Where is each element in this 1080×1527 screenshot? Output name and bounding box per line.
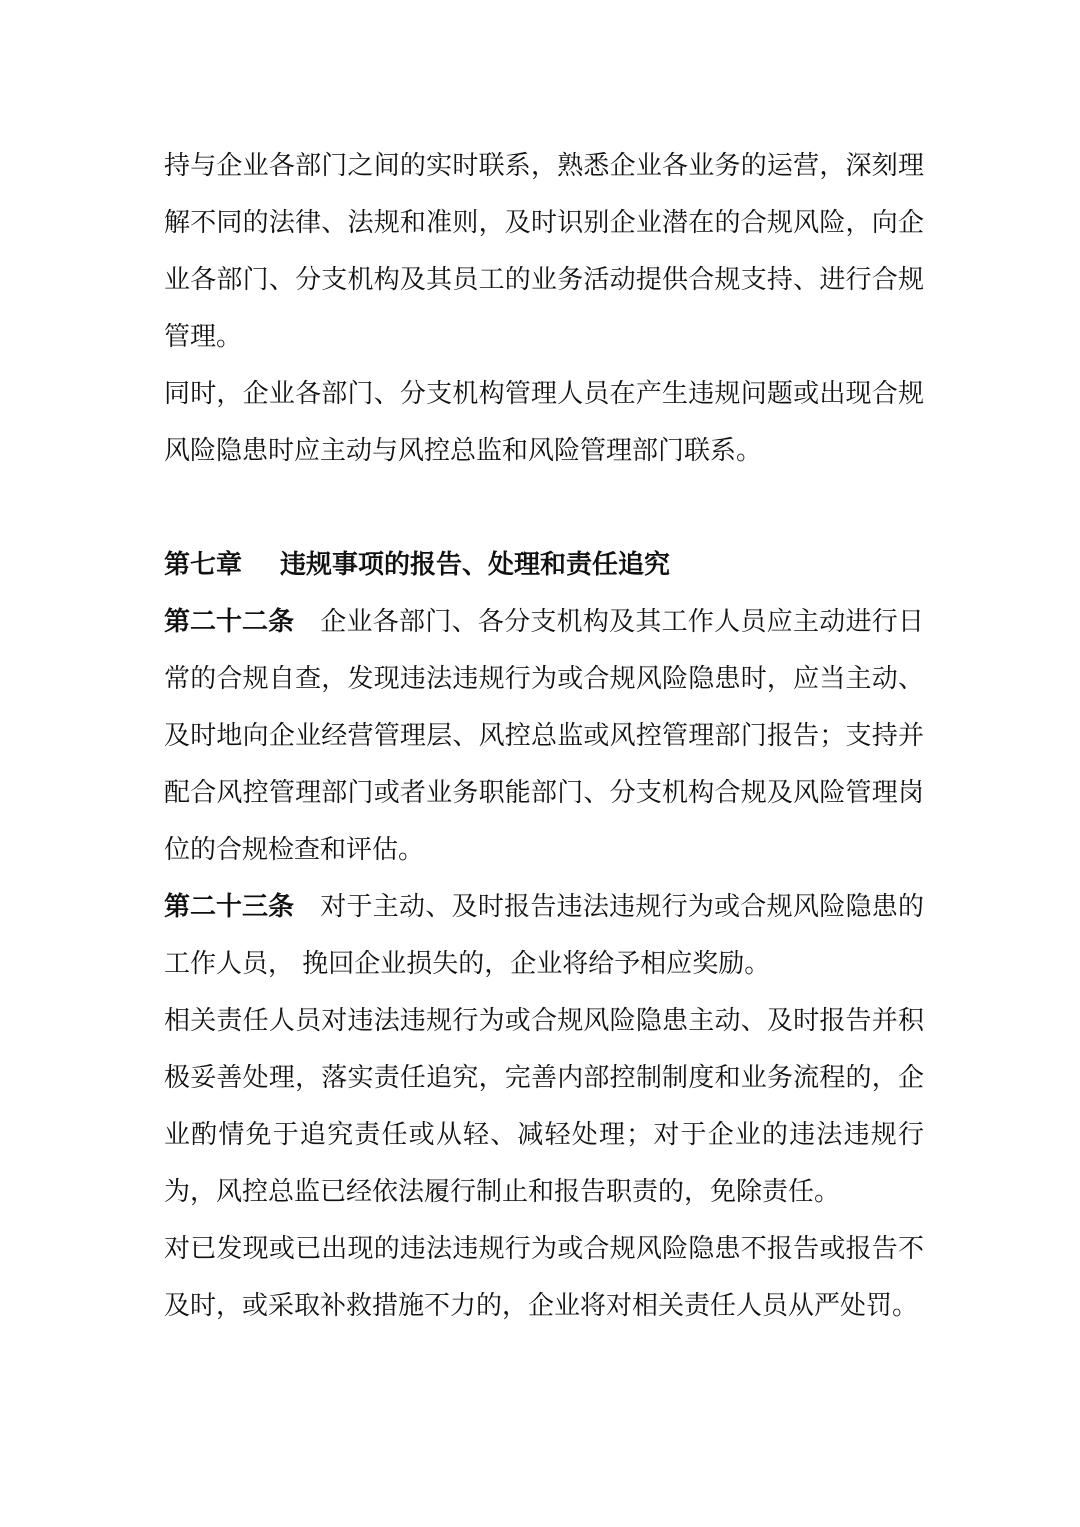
article-label: 第二十二条 bbox=[164, 607, 295, 637]
article-text: 企业各部门、各分支机构及其工作人员应主动进行日常的合规自查，发现违法违规行为或合规风险隐患时，应当主动、及时地向企业经营管理层、风控总监或风控管理部门报告；支持并配合风控管理部门或者业务职能部门、分支机构合规及风险管理岗位的合规检查和评估。 bbox=[164, 607, 924, 865]
article-paragraph bbox=[164, 594, 924, 879]
body-paragraph: 对已发现或已出现的违法违规行为或合规风险隐患不报告或报告不及时，或采取补救措施不力的，企业将对相关责任人员从严处罚。 bbox=[164, 1234, 924, 1321]
paragraph-spacer bbox=[164, 480, 924, 537]
chapter-number: 第七章 bbox=[164, 550, 243, 580]
body-paragraph: 持与企业各部门之间的实时联系，熟悉企业各业务的运营，深刻理解不同的法律、法规和准则，及时识别企业潜在的合规风险，向企业各部门、分支机构及其员工的业务活动提供合规支持、进行合规管理。 bbox=[164, 151, 924, 352]
body-paragraph: 相关责任人员对违法违规行为或合规风险隐患主动、及时报告并积极妥善处理，落实责任追究，完善内部控制制度和业务流程的，企业酌情免于追究责任或从轻、减轻处理；对于企业的违法违规行为，风控总监已经依法履行制止和报告职责的，免除责任。 bbox=[164, 1006, 924, 1207]
article-text: 对于主动、及时报告违法违规行为或合规风险隐患的工作人员， 挽回企业损失的，企业将给予相应奖励。 bbox=[164, 892, 924, 979]
article-label: 第二十三条 bbox=[164, 892, 295, 922]
chapter-heading bbox=[164, 537, 924, 594]
document-body bbox=[164, 138, 924, 1335]
article-paragraph bbox=[164, 879, 924, 993]
body-paragraph: 同时，企业各部门、分支机构管理人员在产生违规问题或出现合规风险隐患时应主动与风控总监和风险管理部门联系。 bbox=[164, 379, 924, 466]
chapter-title: 违规事项的报告、处理和责任追究 bbox=[280, 550, 671, 580]
